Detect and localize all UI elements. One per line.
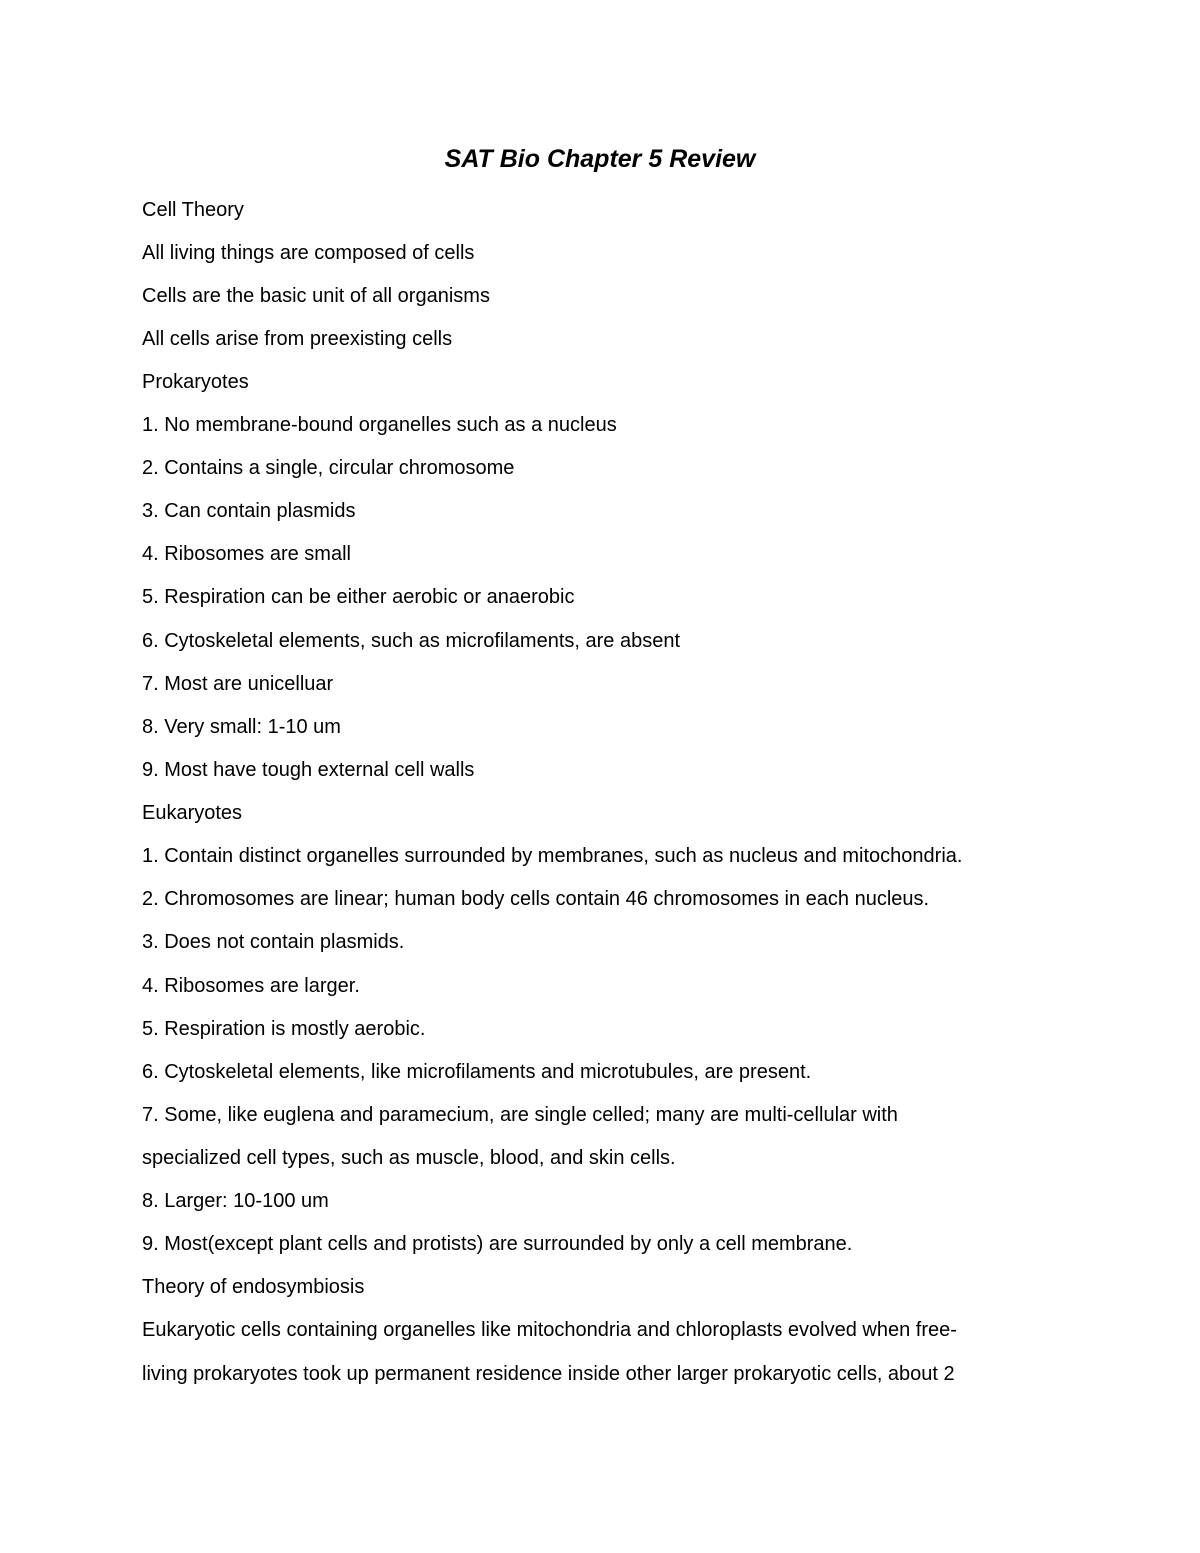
text-line: 8. Very small: 1-10 um <box>142 716 341 738</box>
text-line: 4. Ribosomes are small <box>142 543 351 565</box>
text-line: Eukaryotic cells containing organelles like mitochondria and chloroplasts evolved when free- <box>142 1319 957 1341</box>
text-line: 9. Most have tough external cell walls <box>142 759 475 781</box>
text-line: 8. Larger: 10-100 um <box>142 1190 329 1212</box>
text-line: All cells arise from preexisting cells <box>142 328 453 350</box>
text-line: 4. Ribosomes are larger. <box>142 975 360 997</box>
text-line: 5. Respiration is mostly aerobic. <box>142 1018 426 1040</box>
text-line: 3. Does not contain plasmids. <box>142 931 405 953</box>
text-line: 6. Cytoskeletal elements, such as microfilaments, are absent <box>142 630 681 652</box>
text-line: 1. Contain distinct organelles surrounded by membranes, such as nucleus and mitochondria. <box>142 845 963 867</box>
text-line: 1. No membrane-bound organelles such as a nucleus <box>142 414 617 436</box>
text-line: 7. Most are unicelluar <box>142 673 334 695</box>
text-line: 2. Contains a single, circular chromosome <box>142 457 515 479</box>
page-title: SAT Bio Chapter 5 Review <box>444 145 756 173</box>
text-line: Prokaryotes <box>142 371 249 393</box>
text-line: Cells are the basic unit of all organisms <box>142 285 490 307</box>
text-line: Cell Theory <box>142 199 244 221</box>
text-line: All living things are composed of cells <box>142 242 475 264</box>
text-line: Theory of endosymbiosis <box>142 1276 365 1298</box>
text-line: 9. Most(except plant cells and protists) are surrounded by only a cell membrane. <box>142 1233 853 1255</box>
text-line: living prokaryotes took up permanent residence inside other larger prokaryotic cells, about 2 <box>142 1363 955 1385</box>
text-line: 5. Respiration can be either aerobic or anaerobic <box>142 586 575 608</box>
text-line: 7. Some, like euglena and paramecium, are single celled; many are multi-cellular with <box>142 1104 898 1126</box>
text-line: specialized cell types, such as muscle, blood, and skin cells. <box>142 1147 676 1169</box>
text-line: Eukaryotes <box>142 802 243 824</box>
text-line: 2. Chromosomes are linear; human body cells contain 46 chromosomes in each nucleus. <box>142 888 930 910</box>
text-line: 3. Can contain plasmids <box>142 500 356 522</box>
text-line: 6. Cytoskeletal elements, like microfilaments and microtubules, are present. <box>142 1061 812 1083</box>
